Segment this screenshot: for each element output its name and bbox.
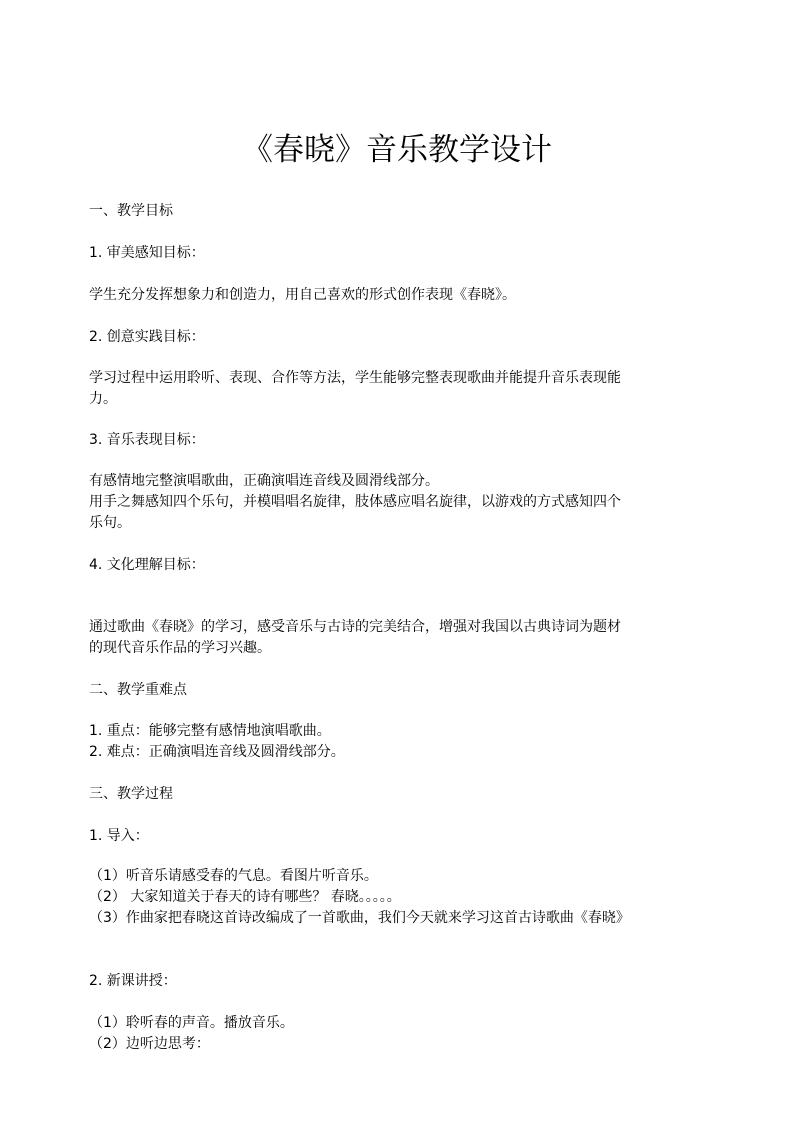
goal4-text-line1: 通过歌曲《春晓》的学习，感受音乐与古诗的完美结合，增强对我国以古典诗词为题材 [89, 619, 621, 635]
step1-item1: （1）听音乐请感受春的气息。看图片听音乐。 [89, 868, 378, 884]
section-heading-key-points: 二、教学重难点 [89, 682, 187, 698]
key-point-2: 2. 难点：正确演唱连音线及圆滑线部分。 [89, 744, 345, 760]
document-title: 《春晓》音乐教学设计 [242, 132, 552, 168]
goal2-heading: 2. 创意实践目标： [89, 329, 205, 345]
step2-heading: 2. 新课讲授： [89, 973, 177, 989]
goal4-heading: 4. 文化理解目标： [89, 557, 205, 573]
section-heading-objectives: 一、教学目标 [89, 203, 173, 219]
goal3-text-line3: 乐句。 [89, 515, 131, 531]
step2-item2: （2）边听边思考： [89, 1036, 210, 1052]
goal3-heading: 3. 音乐表现目标： [89, 432, 205, 448]
step2-item1: （1）聆听春的声音。播放音乐。 [89, 1015, 294, 1031]
key-point-1: 1. 重点：能够完整有感情地演唱歌曲。 [89, 723, 331, 739]
goal2-text-line1: 学习过程中运用聆听、表现、合作等方法，学生能够完整表现歌曲并能提升音乐表现能 [89, 370, 621, 386]
goal3-text-line2: 用手之舞感知四个乐句，并模唱唱名旋律，肢体感应唱名旋律，以游戏的方式感知四个 [89, 494, 621, 510]
section-heading-process: 三、教学过程 [89, 786, 173, 802]
step1-item2: （2） 大家知道关于春天的诗有哪些？ 春晓。。。。。 [89, 889, 401, 905]
step1-item3: （3）作曲家把春晓这首诗改编成了一首歌曲，我们今天就来学习这首古诗歌曲《春晓》 [89, 910, 630, 926]
step1-heading: 1. 导入： [89, 828, 149, 844]
goal2-text-line2: 力。 [89, 391, 117, 407]
goal4-text-line2: 的现代音乐作品的学习兴趣。 [89, 640, 271, 656]
goal1-heading: 1. 审美感知目标： [89, 245, 205, 261]
goal1-text: 学生充分发挥想象力和创造力，用自己喜欢的形式创作表现《春晓》。 [89, 287, 516, 303]
goal3-text-line1: 有感情地完整演唱歌曲，正确演唱连音线及圆滑线部分。 [89, 473, 439, 489]
